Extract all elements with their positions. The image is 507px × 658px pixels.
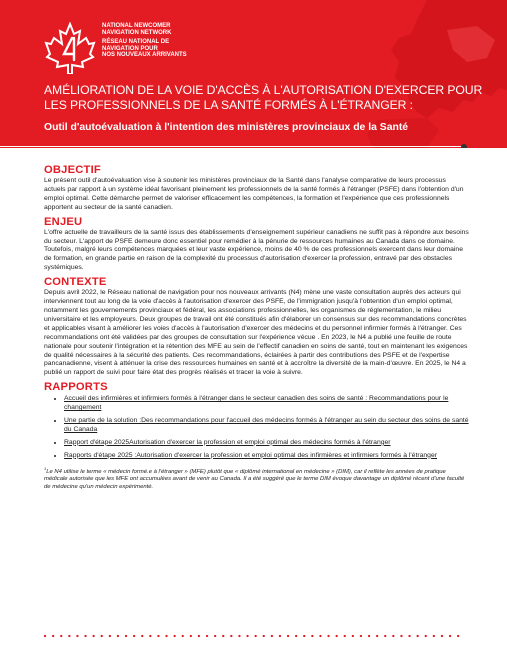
list-item (64, 395, 469, 413)
footnote (44, 465, 469, 492)
decorative-dotted-line (44, 634, 464, 638)
maple-leaf-logo-icon (44, 22, 96, 74)
section-title-contexte: CONTEXTE (44, 276, 107, 289)
org-name-fr-line1: RÉSEAU NATIONAL DE (102, 39, 170, 46)
section-title-objectif: OBJECTIF (44, 164, 101, 176)
report-link-physicians[interactable]: Une partie de la solution :Des recommandations pour l'accueil des médecins formés à l'étranger au sein du secteur des soins de santé du Canada (64, 417, 469, 433)
header-divider-dot (461, 144, 467, 148)
org-name-en-line2: NAVIGATION NETWORK (102, 29, 172, 36)
header-banner (0, 0, 507, 148)
list-item (64, 439, 469, 448)
report-link-nurses[interactable]: Accueil des infirmières et infirmiers formés à l'étranger dans le secteur canadien des soins de santé : Recommandations pour le changement (64, 395, 449, 412)
section-title-rapports: RAPPORTS (44, 381, 108, 394)
org-name-en-line1: NATIONAL NEWCOMER (102, 23, 171, 29)
footnote-text: Le N4 utilise le terme « médecin formé.e à l'étranger » (MFE) plutôt que « diplômé international en médecine » (DIM), car il reflète les années de pratique médicale autorisée que les MFE ont accumulées avant de venir au Canada. Il a été suggéré que le terme DIM évoque davantage un diplômé récent d'une faculté de médecine qu'un médecin expérimenté. (44, 468, 465, 490)
org-name-fr-line2: NAVIGATION POUR (102, 45, 158, 52)
section-text-objectif: Le présent outil d'autoévaluation vise à soutenir les ministères provinciaux de la Santé dans l'analyse comparative de leurs processus actuels par rapport à un système idéal favorisant pleinement les professionnels de la santé formés à l'étranger (PSFE) dans l'obtention d'un emploi optimal. Cette démarche permet de valoriser efficacement les compétences, la formation et l'expérience que ces professionnels apportent au secteur de la santé canadien. (44, 177, 464, 211)
section-objectif (44, 164, 469, 213)
document-subtitle: Outil d'autoévaluation à l'intention des ministères provinciaux de la Santé (44, 122, 409, 133)
footnote-marker: 1 (44, 465, 47, 471)
list-item (64, 452, 469, 461)
section-text-contexte: Depuis avril 2022, le Réseau national de navigation pour nos nouveaux arrivants (N4) mène une vaste consultation auprès des acteurs qui interviennent tout au long de la voie d'accès à l'autorisation d'exercer des PSFE, de l'immigration jusqu'à l'obtention d'un emploi optimal, notamment les gouvernements provinciaux et fédéral, les associations professionnelles, les organismes de réglementation, le milieu universitaire et les employeurs. Deux groupes de travail ont été constitués afin d'élaborer un consensus sur des recommandations concrètes et applicables visant à améliorer les voies d'accès à l'autorisation d'exercer des médecins et du personnel infirmier formés à l'étranger. Ces recommandations ont été validées par des groupes de consultation sur l'expérience vécue . En 2023, le N4 a publié une feuille de route nationale pour soutenir l'intégration et la rétention des MFE au sein de l'effectif canadien en soins de santé, tout en maintenant les exigences de qualité nécessaires à la sécurité des patients. Ces recommandations, éclairées à partir des contributions des PSFE et de l'expertise pancanadienne, visent à atténuer la crise des ressources humaines en santé et à accroître la diversité de la main-d'œuvre. En 2025, le N4 a publié un rapport de suivi pour faire état des progrès réalisés et tracer la voie à suivre. (44, 289, 468, 377)
report-link-progress-nurses[interactable]: Rapports d'étape 2025 :Autorisation d'exercer la profession et emploi optimal des infirmières et infirmiers formés à l'étranger (64, 451, 437, 459)
document-body (44, 164, 469, 497)
section-contexte (44, 276, 469, 378)
organization-name (102, 23, 187, 59)
header-divider (0, 146, 465, 147)
list-item (64, 417, 469, 435)
report-link-progress-physicians[interactable]: Rapport d'étape 2025Autorisation d'exercer la profession et emploi optimal des médecins formés à l'étranger (64, 438, 391, 446)
section-text-enjeu: L'offre actuelle de travailleurs de la santé issus des établissements d'enseignement supérieur canadiens ne suffit pas à répondre aux besoins du secteur. L'apport de PSFE demeure donc essentiel pour remédier à la pénurie de ressources humaines au Canada dans ce domaine. Toutefois, malgré leurs compétences marquées et leur vaste expérience, moins de 40 % de ces professionnels exercent dans leur domaine de formation, en grande partie en raison de la complexité du processus d'autorisation d'exercer la profession, entravé par des obstacles systémiques. (44, 228, 469, 272)
org-name-fr-line3: NOS NOUVEAUX ARRIVANTS (102, 52, 187, 59)
document-title: AMÉLIORATION DE LA VOIE D'ACCÈS À L'AUTORISATION D'EXERCER POUR LES PROFESSIONNELS DE LA SANTÉ FORMÉS À L'ÉTRANGER : (44, 83, 483, 112)
section-title-enjeu: ENJEU (44, 215, 83, 228)
reports-list (44, 395, 469, 460)
section-rapports (44, 381, 469, 460)
section-enjeu (44, 216, 469, 274)
